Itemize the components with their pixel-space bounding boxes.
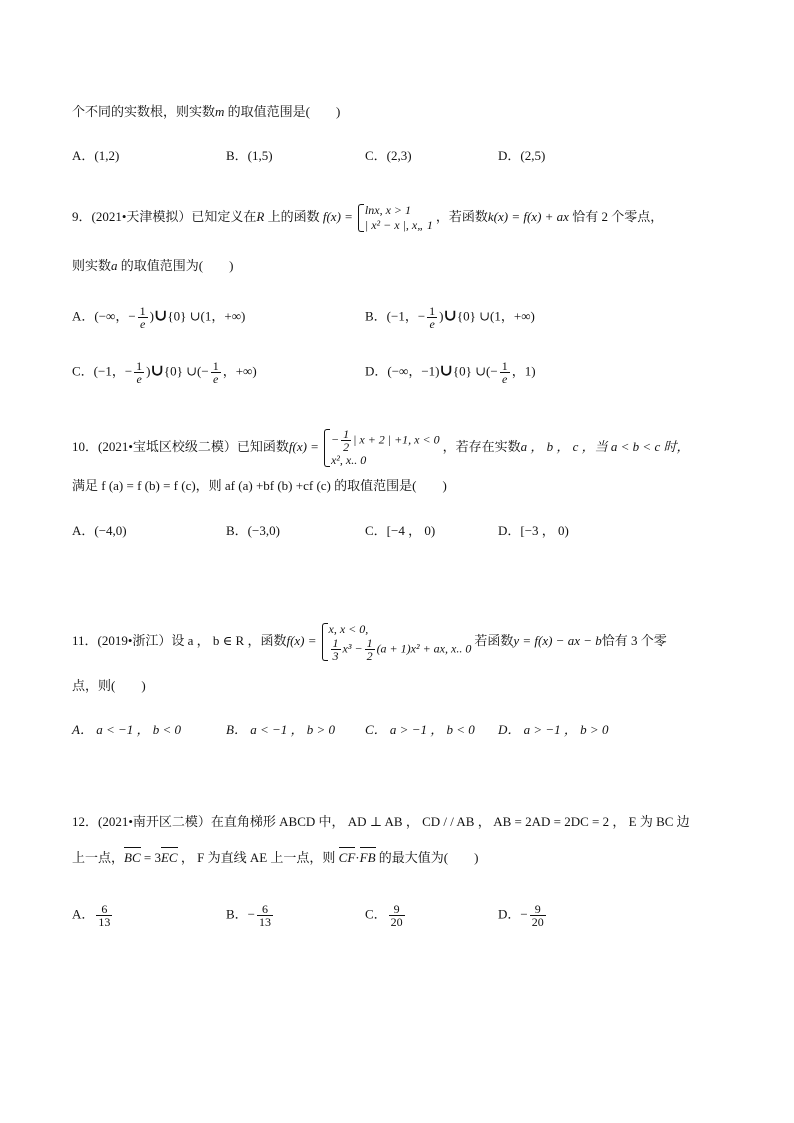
- q12-line2-a: 上一点，: [72, 850, 125, 865]
- q9-c-frac: [134, 360, 144, 385]
- frac-den: 2: [366, 649, 373, 663]
- q9-b-p2: ): [439, 308, 444, 324]
- q12-b-frac: [257, 903, 273, 928]
- vector-ec: EC: [161, 848, 178, 868]
- q9-d-p1: (−∞，−1): [387, 363, 440, 379]
- q12-a-label: A．: [72, 906, 95, 922]
- q12-d-sign: −: [520, 906, 528, 922]
- q9-c-p4: ，+∞): [222, 363, 257, 379]
- q9-d-frac2: [500, 360, 510, 385]
- q9-a-frac: [138, 305, 148, 330]
- q11-option-c[interactable]: C． a > −1 ， b < 0: [365, 722, 475, 737]
- q9-a-p1: (−∞，−: [94, 308, 136, 324]
- q9-R: R: [256, 208, 265, 224]
- frac-den: e: [502, 372, 508, 386]
- q9-after: ，若函数: [435, 208, 488, 224]
- q9-fx: f(x) =: [322, 208, 353, 224]
- q8-stem: [72, 102, 340, 122]
- frac-den: 2: [343, 440, 350, 454]
- q12-a-frac: [96, 903, 112, 928]
- q9-line2-a: 则实数: [72, 258, 112, 273]
- q9-c-p3: {0} ∪(−: [163, 363, 209, 379]
- q9-d-p4: ，1): [511, 363, 536, 379]
- union-symbol: ∪: [439, 362, 453, 380]
- frac-num: 1: [343, 427, 350, 441]
- q9-b-p3: {0} ∪(1，+∞): [456, 308, 535, 324]
- q11-case1: x, x < 0,: [328, 622, 369, 636]
- q9-mid: 上的函数: [264, 208, 323, 224]
- union-symbol: ∪: [443, 307, 457, 325]
- q9-b-p1: (−1，−: [386, 308, 426, 324]
- q12-c-label: C．: [365, 906, 387, 922]
- q9-a-label: A．: [72, 308, 95, 324]
- q10-option-c[interactable]: C．[−4 ， 0): [365, 523, 436, 538]
- q10-case1-sign: −: [330, 432, 340, 447]
- q12-option-b[interactable]: [226, 903, 275, 928]
- q12-b-label: B．: [226, 906, 248, 922]
- union-symbol: ∪: [154, 307, 168, 325]
- q11-yx: y = f(x) − ax − b: [513, 632, 602, 648]
- q11-option-a[interactable]: A． a < −1 ， b < 0: [72, 722, 182, 737]
- dot-symbol: ·: [355, 850, 360, 865]
- q8-option-b[interactable]: B．(1,5): [226, 148, 273, 163]
- q9-stem: [72, 203, 663, 233]
- q9-kx: k(x) = f(x) + ax: [487, 208, 569, 224]
- q11-case2-b: x³ −: [342, 641, 363, 656]
- frac-num: 6: [257, 903, 273, 916]
- q10-stem-line2: 满足 f (a) = f (b) = f (c)，则 af (a) +bf (b) +cf (c) 的取值范围是( ): [72, 478, 447, 493]
- q9-b-label: B．: [365, 308, 387, 324]
- q10-after: ，若存在实数: [442, 438, 521, 454]
- q11-stem-line2: 点，则( ): [72, 678, 146, 693]
- q12-c-frac: [389, 903, 405, 928]
- q9-tail: 恰有 2 个零点，: [568, 208, 664, 224]
- q9-b-frac: [427, 305, 437, 330]
- frac-num: 1: [366, 636, 373, 650]
- q10-case2: x², x.. 0: [330, 453, 367, 467]
- q11-option-b[interactable]: B． a < −1 ， b > 0: [226, 722, 336, 737]
- q8-text: 个不同的实数根，则实数: [72, 104, 216, 119]
- frac-num: 1: [139, 304, 146, 318]
- q9-c-frac2: [211, 360, 221, 385]
- frac-den: 20: [390, 915, 403, 929]
- q12-d-frac: [530, 903, 546, 928]
- q9-case1: lnx, x > 1: [364, 203, 412, 217]
- q12-stem-line2: [72, 848, 478, 868]
- vector-bc: BC: [124, 848, 141, 868]
- q11-frac1: [331, 637, 341, 662]
- frac-den: e: [139, 317, 146, 331]
- q9-a-p3: {0} ∪(1，+∞): [167, 308, 246, 324]
- frac-num: 1: [136, 359, 143, 373]
- frac-den: e: [213, 372, 219, 386]
- frac-den: e: [429, 317, 435, 331]
- q10-option-b[interactable]: B．(−3,0): [226, 523, 280, 538]
- q11-tail: 恰有 3 个零: [601, 632, 667, 648]
- frac-den: 13: [259, 915, 272, 929]
- q9-prefix: 9．(2021•天津模拟）已知定义在: [72, 208, 257, 224]
- q10-vars: a ， b ， c ，当 a < b < c 时，: [520, 438, 690, 454]
- q11-after: 若函数: [474, 632, 514, 648]
- frac-num: 1: [212, 359, 219, 373]
- q9-c-p1: (−1，−: [93, 363, 133, 379]
- q12-option-a[interactable]: [72, 903, 114, 928]
- q10-stem: [72, 428, 689, 468]
- q9-d-label: D．: [365, 363, 388, 379]
- q9-stem-line2: [72, 256, 233, 276]
- vector-fb: FB: [360, 848, 376, 868]
- q10-fx: f(x) =: [288, 438, 319, 454]
- q9-c-label: C．: [72, 363, 94, 379]
- q8-var: m: [215, 104, 225, 119]
- frac-num: 6: [96, 903, 112, 916]
- q11-frac2: [365, 637, 375, 662]
- frac-num: 1: [501, 359, 508, 373]
- q12-option-d[interactable]: [498, 903, 548, 928]
- q12-b-sign: −: [247, 906, 256, 922]
- q9-a-p2: ): [149, 308, 154, 324]
- q11-prefix: 11．(2019•浙江）设 a ， b ∈ R ，函数: [72, 632, 287, 648]
- q12-eq: = 3: [140, 850, 161, 865]
- q11-case2-c: (a + 1)x² + ax, x.. 0: [376, 641, 472, 656]
- q10-case1-frac: [341, 428, 351, 453]
- q11-stem: [72, 622, 667, 662]
- vector-cf: CF: [339, 848, 356, 868]
- q9-c-p2: ): [146, 363, 151, 379]
- q8-option-d[interactable]: D．(2,5): [498, 148, 546, 163]
- frac-den: 3: [332, 649, 339, 663]
- frac-num: 1: [332, 636, 339, 650]
- frac-den: 13: [98, 915, 111, 929]
- q9-option-d[interactable]: [365, 360, 536, 385]
- q9-case2: | x² − x |, x„ 1: [364, 218, 433, 232]
- frac-num: 1: [429, 304, 436, 318]
- q8-option-a[interactable]: A．(1,2): [72, 148, 120, 163]
- q9-piecewise: [356, 203, 433, 233]
- q12-d-label: D．: [498, 906, 521, 922]
- q9-d-p3: {0} ∪(−: [452, 363, 498, 379]
- union-symbol: ∪: [150, 362, 164, 380]
- q10-prefix: 10．(2021•宝坻区校级二模）已知函数: [72, 438, 289, 454]
- q10-case1: | x + 2 | +1, x < 0: [353, 432, 440, 447]
- q8-option-c[interactable]: C．(2,3): [365, 148, 412, 163]
- q9-line2-b: 的取值范围为( ): [117, 258, 234, 273]
- q11-option-d[interactable]: D． a > −1 ， b > 0: [498, 722, 609, 737]
- q12-line2-c: 的最大值为( ): [375, 850, 479, 865]
- q9-option-b[interactable]: [365, 305, 535, 330]
- frac-den: e: [136, 372, 142, 386]
- frac-num: 9: [389, 903, 405, 916]
- q12-line2-b: ， F 为直线 AE 上一点，则: [177, 850, 339, 865]
- q9-a: a: [111, 258, 118, 273]
- q10-option-a[interactable]: A．(−4,0): [72, 523, 127, 538]
- q9-option-c[interactable]: [72, 360, 257, 385]
- q11-piecewise: [320, 622, 472, 662]
- q8-text2: 的取值范围是( ): [224, 104, 341, 119]
- q10-option-d[interactable]: D．[−3 ， 0): [498, 523, 569, 538]
- q9-option-a[interactable]: [72, 305, 245, 330]
- q10-piecewise: [322, 428, 440, 468]
- frac-den: 20: [531, 915, 544, 929]
- q11-fx: f(x) =: [286, 632, 317, 648]
- q12-option-c[interactable]: [365, 903, 407, 928]
- q12-stem: 12．(2021•南开区二模）在直角梯形 ABCD 中， AD ⊥ AB ， CD / / AB ， AB = 2AD = 2DC = 2 ， E 为 BC 边: [72, 814, 690, 829]
- frac-num: 9: [530, 903, 546, 916]
